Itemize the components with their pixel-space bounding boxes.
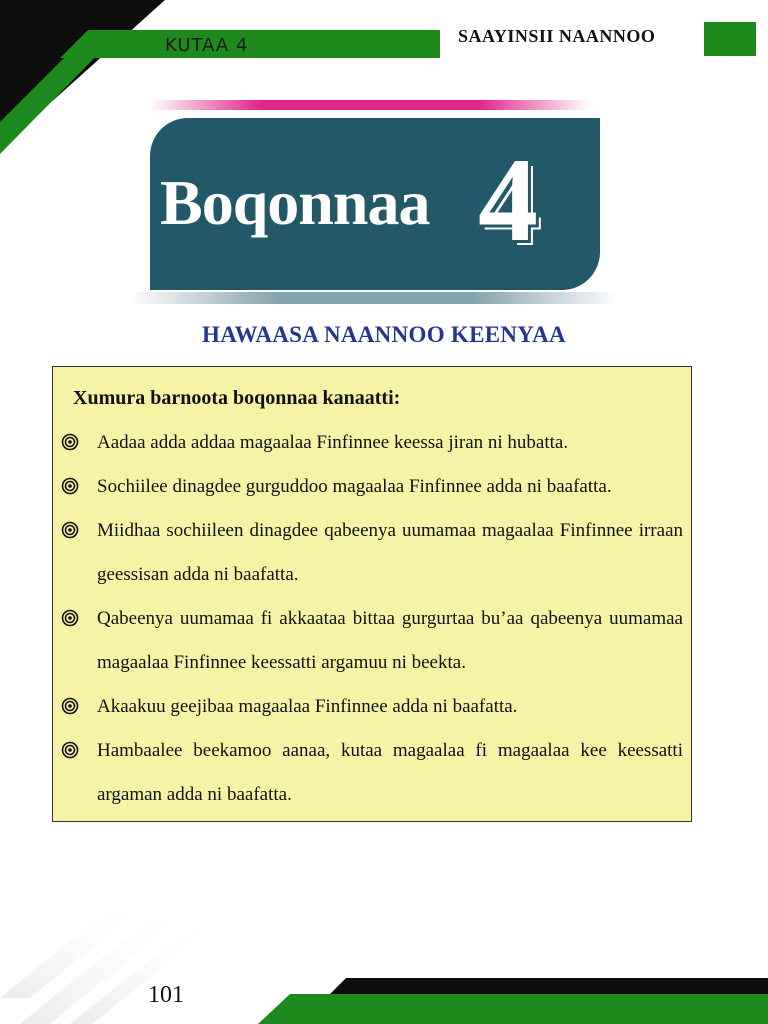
target-bullet-icon [61, 521, 79, 539]
target-bullet-icon [61, 433, 79, 451]
chapter-title: HAWAASA NAANNOO KEENYAA [202, 322, 566, 347]
target-bullet-icon [61, 741, 79, 759]
objective-text: Akaakuu geejibaa magaalaa Finfinnee adda ni baafatta. [97, 696, 518, 717]
objective-text: Aadaa adda addaa magaalaa Finfinnee keessa jiran ni hubatta. [97, 432, 569, 453]
bottom-decoration [0, 880, 768, 1024]
target-bullet-icon [61, 609, 79, 627]
banner-accent-line [150, 100, 590, 110]
subject-title: SAAYINSII NAANNOO [458, 26, 656, 46]
chapter-word: Boqonnaa [160, 167, 430, 238]
objective-text: Qabeenya uumamaa fi akkaataa bittaa gurgurtaa bu’aa qabeenya uumamaa magaalaa Finfinnee keessatti argamuu ni beekta. [97, 608, 683, 673]
objective-text: Hambaalee beekamoo aanaa, kutaa magaalaa fi magaalaa kee keessatti argaman adda ni baafatta. [97, 740, 683, 805]
target-bullet-icon [61, 477, 79, 495]
banner-shadow-line [130, 292, 620, 304]
objectives-intro: Xumura barnoota boqonnaa kanaatti: [73, 387, 401, 409]
header-green-block [704, 22, 756, 56]
objective-text: Sochiilee dinagdee gurguddoo magaalaa Finfinnee adda ni baafatta. [97, 476, 612, 497]
page-number: 101 [148, 982, 184, 1008]
objectives-list [53, 367, 691, 821]
target-bullet-icon [61, 697, 79, 715]
objective-text: Miidhaa sochiileen dinagdee qabeenya uumamaa magaalaa Finfinnee irraan geessisan adda ni baafatta. [97, 520, 683, 585]
chapter-number: 4 [478, 133, 538, 266]
grade-label: KUTAA 4 [165, 35, 249, 56]
objectives-box [52, 366, 692, 822]
